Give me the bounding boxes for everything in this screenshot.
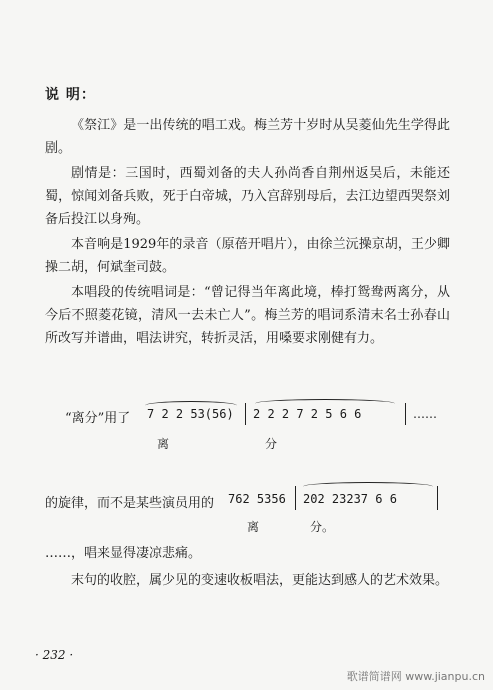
paragraph-plot: 剧情是：三国时，西蜀刘备的夫人孙尚香自荆州返吴后，未能还蜀，惊闻刘备兵败，死于白帝城，乃入宫辞别母后，去江边望西哭祭刘备后投江以身殉。: [45, 166, 450, 227]
closing-paragraph: 末句的收腔，属少见的变速收板唱法，更能达到感人的艺术效果。: [71, 573, 449, 588]
closing-paragraphs: [45, 542, 450, 592]
example1-lyric-li: 离: [157, 437, 170, 451]
site-watermark: 歌谱简谱网 www.jianpu.cn: [346, 670, 485, 683]
example2-lyric-li: 离: [247, 520, 260, 534]
example1-notes-a: 7 2 2 53(56): [147, 407, 234, 421]
example1-lyric-fen: 分: [265, 437, 278, 451]
example1-ellipsis: ……: [413, 407, 437, 421]
barline: [437, 486, 438, 510]
barline: [405, 403, 406, 425]
example2-notes-b: 202 23237 6 6: [303, 492, 397, 506]
paragraph-intro: 《祭江》是一出传统的唱工戏。梅兰芳十岁时从吴菱仙先生学得此剧。: [45, 118, 450, 156]
barline: [295, 486, 296, 510]
example1-notes-b: 2 2 2 7 2 5 6 6: [253, 407, 362, 421]
example2-label: 的旋律，而不是某些演员用的: [45, 496, 215, 511]
example2-notes-a: 762 5356: [228, 492, 286, 506]
notation-example-1: [45, 395, 455, 455]
paragraph-recording: 本音响是1929年的录音（原蓓开唱片），由徐兰沅操京胡，王少卿操二胡，何斌奎司鼓。: [45, 237, 450, 275]
page-number: · 232 ·: [35, 648, 74, 662]
section-heading: 说 明：: [45, 87, 96, 103]
after-text: ……，唱来显得凄凉悲痛。: [45, 546, 202, 561]
barline: [245, 403, 246, 425]
example2-lyric-fen: 分。: [310, 520, 335, 534]
slur-mark: [303, 482, 433, 491]
description-paragraphs: [45, 114, 450, 350]
notation-example-2: [45, 478, 455, 538]
example1-label: “离分”用了: [65, 411, 131, 426]
paragraph-lyrics: 本唱段的传统唱词是：“曾记得当年离此境，棒打鸳鸯两离分，从今后不照菱花镜，清风一去未亡人”。梅兰芳的唱词系清末名士孙春山所改写并谱曲，唱法讲究，转折灵活，用嗓要求刚健有力。: [45, 285, 450, 346]
